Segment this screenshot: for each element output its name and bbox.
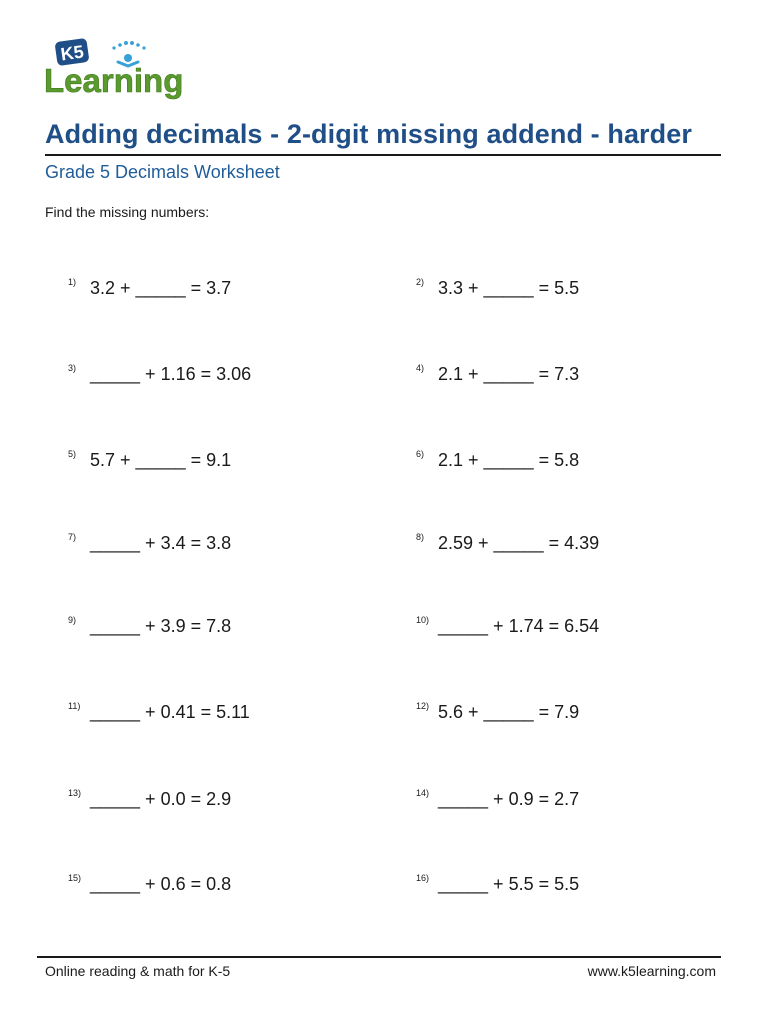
- problem-number: 9): [68, 615, 77, 625]
- problem-number: 6): [416, 449, 425, 459]
- problem-number: 5): [68, 449, 77, 459]
- title-divider: [45, 154, 721, 156]
- problem-equation: _____ + 0.6 = 0.8: [90, 874, 232, 894]
- problem-number: 7): [68, 532, 77, 542]
- problem-number: 3): [68, 363, 77, 373]
- problem-number: 4): [416, 363, 425, 373]
- problem-equation: 3.2 + _____ = 3.7: [90, 278, 232, 298]
- problem-number: 2): [416, 277, 425, 287]
- problem-equation: 2.1 + _____ = 7.3: [438, 364, 580, 384]
- instructions: Find the missing numbers:: [45, 204, 210, 220]
- problem-number: 16): [416, 873, 430, 883]
- problem-equation: _____ + 0.0 = 2.9: [90, 789, 232, 809]
- problem-number: 8): [416, 532, 425, 542]
- problem-equation: _____ + 0.41 = 5.11: [90, 702, 250, 722]
- problem-equation: 5.6 + _____ = 7.9: [438, 702, 580, 722]
- k5-learning-logo: [44, 36, 184, 100]
- page-title: Adding decimals - 2-digit missing addend - harder: [45, 119, 692, 149]
- problem-equation: _____ + 5.5 = 5.5: [438, 874, 580, 894]
- footer-divider: [37, 956, 721, 958]
- problem-equation: 2.1 + _____ = 5.8: [438, 450, 580, 470]
- problem-equation: 5.7 + _____ = 9.1: [90, 450, 232, 470]
- problem-number: 14): [416, 788, 430, 798]
- problem-number: 10): [416, 615, 430, 625]
- problem-equation: _____ + 1.16 = 3.06: [90, 364, 252, 384]
- footer-tagline: Online reading & math for K-5: [45, 963, 231, 979]
- problem-equation: _____ + 3.4 = 3.8: [90, 533, 232, 553]
- problem-number: 11): [68, 701, 81, 711]
- problem-number: 1): [68, 277, 77, 287]
- page-subtitle: Grade 5 Decimals Worksheet: [45, 162, 280, 182]
- logo-badge-text: K5: [59, 41, 85, 65]
- problem-equation: 2.59 + _____ = 4.39: [438, 533, 600, 553]
- stars-icon: [112, 41, 145, 50]
- problem-number: 15): [68, 873, 82, 883]
- problem-equation: _____ + 0.9 = 2.7: [438, 789, 580, 809]
- problem-equation: _____ + 3.9 = 7.8: [90, 616, 232, 636]
- problem-equation: _____ + 1.74 = 6.54: [438, 616, 600, 636]
- problem-equation: 3.3 + _____ = 5.5: [438, 278, 580, 298]
- problem-number: 13): [68, 788, 82, 798]
- footer-url-link[interactable]: www.k5learning.com: [587, 963, 716, 979]
- problem-number: 12): [416, 701, 430, 711]
- logo-word-text: Learning: [44, 62, 184, 99]
